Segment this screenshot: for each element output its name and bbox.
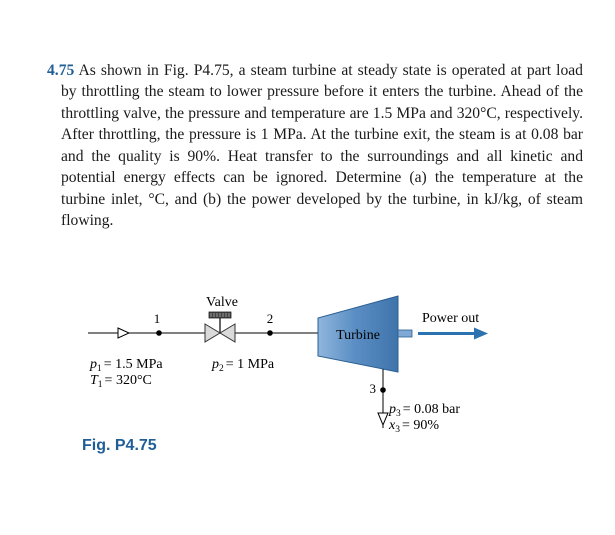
state3-quality: $x_3 = 90\%$ xyxy=(389,418,440,435)
problem-number: 4.75 xyxy=(47,61,75,79)
figure-caption: Fig. P4.75 xyxy=(82,437,157,454)
inlet-flow-arrow xyxy=(118,328,129,338)
turbine-label: Turbine xyxy=(336,328,380,343)
state2-number: 2 xyxy=(266,311,274,326)
state3-dot xyxy=(380,387,386,393)
state1-temperature: $T_1 = 320^\circ C$ xyxy=(90,373,152,390)
state3-number: 3 xyxy=(369,381,376,396)
state1-dot xyxy=(156,330,162,336)
state3-pressure: $p_3 = 0.08$ bar xyxy=(389,402,461,419)
problem-text: As shown in Fig. P4.75, a steam turbine at steady state is operated at part load by throttling the steam to lower pressure before it enters the turbine. Ahead of the throttling valve, the pressure and temperature are 1.5 MPa and 320°C, respectively. After throttling, the pressure is 1 MPa. At the turbine exit, the steam is at 0.08 bar and the quality is 90%. Heat transfer to the surroundings and all kinetic and potential energy effects can be ignored. Determine (a) the temperature at the turbine inlet, °C, and (b) the power developed by the turbine, in kJ/kg, of steam flowing. xyxy=(61,61,583,230)
state1-number: 1 xyxy=(153,311,161,326)
state2-pressure: $p_2 = 1$ MPa xyxy=(212,357,275,374)
turbine-shaft xyxy=(398,330,412,337)
state1-pressure: $p_1 = 1.5$ MPa xyxy=(90,357,163,374)
power-out-label: Power out xyxy=(422,311,480,326)
throttling-valve xyxy=(205,312,235,342)
state2-dot xyxy=(267,330,273,336)
exhaust-flow-arrow xyxy=(378,413,388,425)
power-out-arrowhead xyxy=(474,328,488,340)
valve-label: Valve xyxy=(206,295,238,310)
